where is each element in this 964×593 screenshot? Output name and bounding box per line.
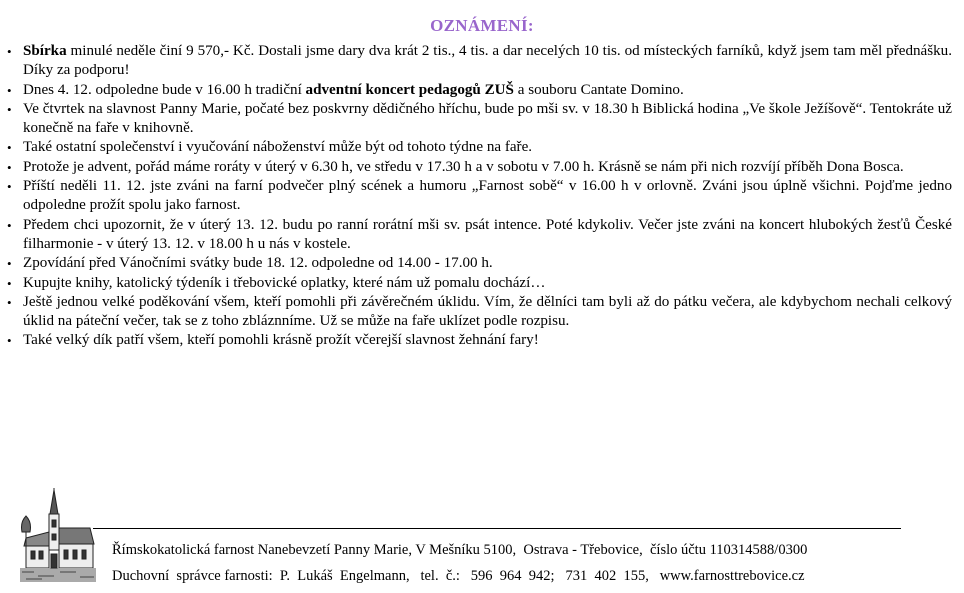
list-item: [6, 274, 952, 293]
page-title: OZNÁMENÍ:: [430, 16, 534, 35]
item-text: Předem chci upozornit, že v úterý 13. 12. budu po ranní rorátní mši sv. psát intence. Poté kdykoliv. Večer jste zváni na koncert hlubokých žesťů České filharmonie - v úterý 13. 12. v 18.00 h u nás v kostele.: [23, 216, 952, 252]
list-item: [6, 81, 952, 100]
bullet-icon: •: [7, 217, 12, 233]
item-text-pre: Dnes 4. 12. odpoledne bude v 16.00 h tradiční: [23, 81, 306, 98]
item-text: Protože je advent, pořád máme roráty v úterý v 6.30 h, ve středu v 17.30 h a v sobotu v 7.00 h. Krásně se nám při nich rozvíjí příběh Dona Bosca.: [23, 158, 904, 175]
list-item: [6, 254, 952, 273]
item-text: Příští neděli 11. 12. jste zváni na farní podvečer plný scének a humoru „Farnost sobě“ v 16.00 h v orlovně. Zváni jsou úplně všichni. Pojďme jedno odpoledne prožít spolu jako farnost.: [23, 178, 952, 214]
list-item: [6, 100, 952, 139]
announcement-list: [6, 42, 952, 351]
list-item: [6, 216, 952, 255]
bullet-icon: •: [7, 256, 12, 272]
item-text: Ještě jednou velké poděkování všem, kteří pomohli při závěrečném úklidu. Vím, že dělníci tam byli až do pátku večera, ale kdybychom nechali celkový úklid na páteční večer, tak se z toho zbláznníme. Už se může na faře uklízet podle rozpisu.: [23, 293, 952, 330]
item-text-post: a souboru Cantate Domino.: [513, 81, 684, 98]
item-bold: Sbírka: [23, 43, 67, 59]
bullet-icon: •: [7, 294, 12, 310]
bullet-icon: •: [7, 275, 12, 291]
list-item: [6, 331, 952, 350]
item-text: Zpovídání před Vánočními svátky bude 18. 12. odpoledne od 14.00 - 17.00 h.: [23, 255, 493, 272]
bullet-icon: •: [7, 44, 12, 59]
bullet-icon: •: [7, 82, 12, 98]
list-item: [6, 138, 952, 157]
footer-contact: Duchovní správce farnosti: P. Lukáš Engelmann, tel. č.: 596 964 942; 731 402 155, www.farnosttrebovice.cz: [112, 568, 805, 584]
item-text: minulé neděle činí 9 570,- Kč. Dostali jsme dary dva krát 2 tis., 4 tis. a dar necelých 10 tis. od místeckých farníků, když jsem tam měl přednášku. Díky za podporu!: [23, 43, 952, 79]
list-item: [6, 177, 952, 216]
footer-parish-address: Římskokatolická farnost Nanebevzetí Panny Marie, V Mešníku 5100, Ostrava - Třebovice, číslo účtu 110314588/0300: [112, 542, 808, 558]
item-bold: adventní koncert pedagogů ZUŠ: [305, 81, 514, 98]
footer-divider: [93, 528, 901, 529]
item-text: Kupujte knihy, katolický týdeník i třebovické oplatky, které nám už pomalu dochází…: [23, 274, 546, 291]
item-text: Také velký dík patří všem, kteří pomohli krásně prožít včerejší slavnost žehnání fary!: [23, 332, 539, 349]
bullet-icon: •: [7, 159, 12, 175]
bullet-icon: •: [7, 179, 12, 195]
bullet-icon: •: [7, 101, 12, 117]
bullet-icon: •: [7, 333, 12, 349]
list-item: [6, 293, 952, 332]
church-logo-icon: [20, 488, 96, 584]
item-text: Také ostatní společenství i vyučování náboženství může být od tohoto týdne na faře.: [23, 139, 533, 156]
list-item: [6, 158, 952, 177]
item-text: Ve čtvrtek na slavnost Panny Marie, počaté bez poskvrny dědičného hříchu, bude po mši sv. v 18.30 h Biblická hodina „Ve škole Ježíšově“. Tentokráte už konečně na faře v knihovně.: [23, 100, 952, 137]
list-item: [6, 42, 952, 81]
bullet-icon: •: [7, 140, 12, 156]
